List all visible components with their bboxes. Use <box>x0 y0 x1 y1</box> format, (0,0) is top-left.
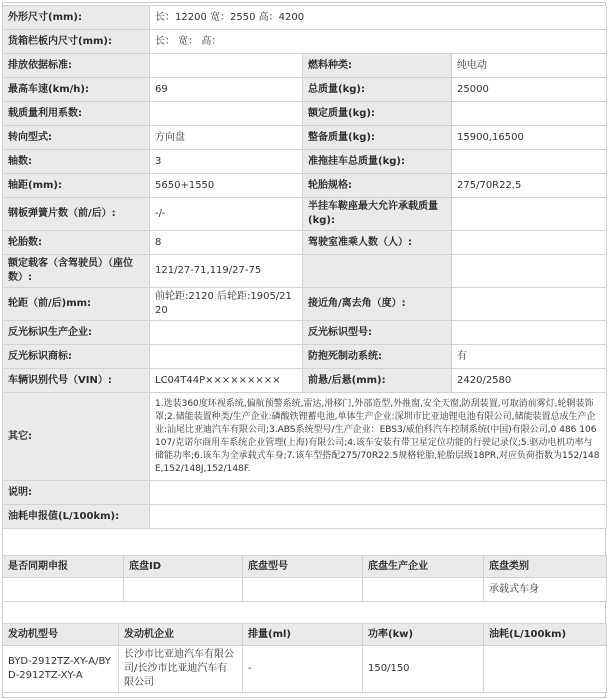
spec-value: 纯电动 <box>452 54 607 78</box>
spec-label <box>303 255 452 288</box>
table-row <box>3 198 607 231</box>
table-row <box>3 321 607 345</box>
column-header: 发动机企业 <box>119 624 243 646</box>
spec-label: 钢板弹簧片数（前/后）: <box>3 198 150 231</box>
table-cell: - <box>243 646 363 693</box>
column-header: 是否同期申报 <box>3 556 124 578</box>
spec-label: 准拖挂车总质量(kg): <box>303 150 452 174</box>
table-cell <box>124 578 243 602</box>
fuel-label: 油耗申报值(L/100km): <box>3 505 150 529</box>
spec-label: 轮距（前/后)mm: <box>3 288 150 321</box>
spec-value <box>452 198 607 231</box>
table-row <box>3 174 607 198</box>
table-header-row <box>3 556 607 578</box>
table-row <box>3 369 607 393</box>
spec-label: 防抱死制动系统: <box>303 345 452 369</box>
spec-label: 燃料种类: <box>303 54 452 78</box>
column-header: 油耗(L/100km) <box>484 624 607 646</box>
column-header: 发动机型号 <box>3 624 119 646</box>
spec-value: 25000 <box>452 78 607 102</box>
table-row <box>3 646 607 693</box>
other-notes: 1.选装360度环视系统,偏航预警系统,雷达,滑移门,外部造型,外推窗,安全天窗,防刮装置,可取消前雾灯,轮辋装饰罩;2.储能装置种类/生产企业:磷酸铁锂蓄电池,单体生产企业:深圳市比亚迪锂电池有限公司,储能装置总成生产企业:汕尾比亚迪汽车有限公司;3.ABS系统型号/生产企业：EBS3/威伯科汽车控制系统(中国)有限公司,0 486 106 107/克诺尔商用车系统企业管理(上海)有限公司;4.该车安装有带卫星定位功能的行驶记录仪;5.驱动电机功率与储能功率;6.该车为全承载式车身;7.该车型搭配275/70R22.5规格轮胎,轮胎层级18PR,对应负荷指数为152/148E,152/148J,152/148F. <box>150 393 607 481</box>
spec-value: 3 <box>150 150 303 174</box>
table-row <box>3 126 607 150</box>
spec-value: 长： 宽： 高： <box>150 30 607 54</box>
spec-label: 总质量(kg): <box>303 78 452 102</box>
spec-label: 外形尺寸(mm): <box>3 6 150 30</box>
column-header: 排量(ml) <box>243 624 363 646</box>
spec-label: 反光标识生产企业: <box>3 321 150 345</box>
spec-label: 前悬/后悬(mm): <box>303 369 452 393</box>
spec-value: 方向盘 <box>150 126 303 150</box>
spec-value <box>150 54 303 78</box>
table-cell <box>363 578 484 602</box>
spec-label: 接近角/离去角（度）: <box>303 288 452 321</box>
table-cell <box>484 646 607 693</box>
remark-value <box>150 481 607 505</box>
spec-label: 驾驶室准乘人数（人）: <box>303 231 452 255</box>
spec-label: 轴距(mm): <box>3 174 150 198</box>
table-row <box>3 505 607 529</box>
spec-label: 车辆识别代号（VIN）: <box>3 369 150 393</box>
spec-value: 长：12200 宽：2550 高：4200 <box>150 6 607 30</box>
spec-value <box>150 102 303 126</box>
table-cell: 长沙市比亚迪汽车有限公司/长沙市比亚迪汽车有限公司 <box>119 646 243 693</box>
table-row <box>3 102 607 126</box>
spec-label: 货箱栏板内尺寸(mm): <box>3 30 150 54</box>
spec-label: 半挂车鞍座最大允许承载质量(kg): <box>303 198 452 231</box>
column-header: 底盘型号 <box>243 556 363 578</box>
table-row <box>3 578 607 602</box>
spec-label: 最高车速(km/h): <box>3 78 150 102</box>
spec-value: 69 <box>150 78 303 102</box>
table-row <box>3 393 607 481</box>
table-row <box>3 6 607 30</box>
spec-value: 275/70R22.5 <box>452 174 607 198</box>
remark-label: 说明: <box>3 481 150 505</box>
spec-value <box>452 150 607 174</box>
spec-value: 8 <box>150 231 303 255</box>
chassis-table <box>2 555 607 602</box>
spec-label: 反光标识型号: <box>303 321 452 345</box>
spec-label: 额定质量(kg): <box>303 102 452 126</box>
column-header: 底盘ID <box>124 556 243 578</box>
spec-value <box>452 321 607 345</box>
spec-label: 整备质量(kg): <box>303 126 452 150</box>
spec-label: 轴数: <box>3 150 150 174</box>
spec-label: 轮胎规格: <box>303 174 452 198</box>
spec-table <box>2 5 607 529</box>
column-header: 底盘生产企业 <box>363 556 484 578</box>
fuel-value <box>150 505 607 529</box>
spec-label: 载质量利用系数: <box>3 102 150 126</box>
table-row <box>3 231 607 255</box>
table-row <box>3 345 607 369</box>
spec-value <box>452 288 607 321</box>
table-cell <box>3 578 124 602</box>
spec-value: 121/27-71,119/27-75 <box>150 255 303 288</box>
table-row <box>3 150 607 174</box>
column-header: 底盘类别 <box>484 556 607 578</box>
table-cell: 150/150 <box>363 646 484 693</box>
engine-table <box>2 623 607 693</box>
spec-value: LC04T44P××××××××× <box>150 369 303 393</box>
spec-value: 15900,16500 <box>452 126 607 150</box>
spec-value <box>150 345 303 369</box>
spec-label: 轮胎数: <box>3 231 150 255</box>
spec-value: 2420/2580 <box>452 369 607 393</box>
spec-value: 前轮距:2120 后轮距:1905/2120 <box>150 288 303 321</box>
table-row <box>3 78 607 102</box>
spec-value: 有 <box>452 345 607 369</box>
table-row <box>3 481 607 505</box>
spec-value <box>452 102 607 126</box>
table-row <box>3 255 607 288</box>
column-header: 功率(kw) <box>363 624 484 646</box>
table-header-row <box>3 624 607 646</box>
spec-label: 转向型式: <box>3 126 150 150</box>
table-cell: BYD-2912TZ-XY-A/BYD-2912TZ-XY-A <box>3 646 119 693</box>
spec-label: 排放依据标准: <box>3 54 150 78</box>
spec-label: 额定载客（含驾驶员）（座位数）: <box>3 255 150 288</box>
spec-value <box>452 255 607 288</box>
spec-label: 反光标识商标: <box>3 345 150 369</box>
table-cell <box>243 578 363 602</box>
spec-value <box>452 231 607 255</box>
spec-value: -/- <box>150 198 303 231</box>
table-row <box>3 30 607 54</box>
table-row <box>3 54 607 78</box>
spec-value <box>150 321 303 345</box>
other-label: 其它: <box>3 393 150 481</box>
spec-value: 5650+1550 <box>150 174 303 198</box>
table-row <box>3 288 607 321</box>
table-cell: 承载式车身 <box>484 578 607 602</box>
